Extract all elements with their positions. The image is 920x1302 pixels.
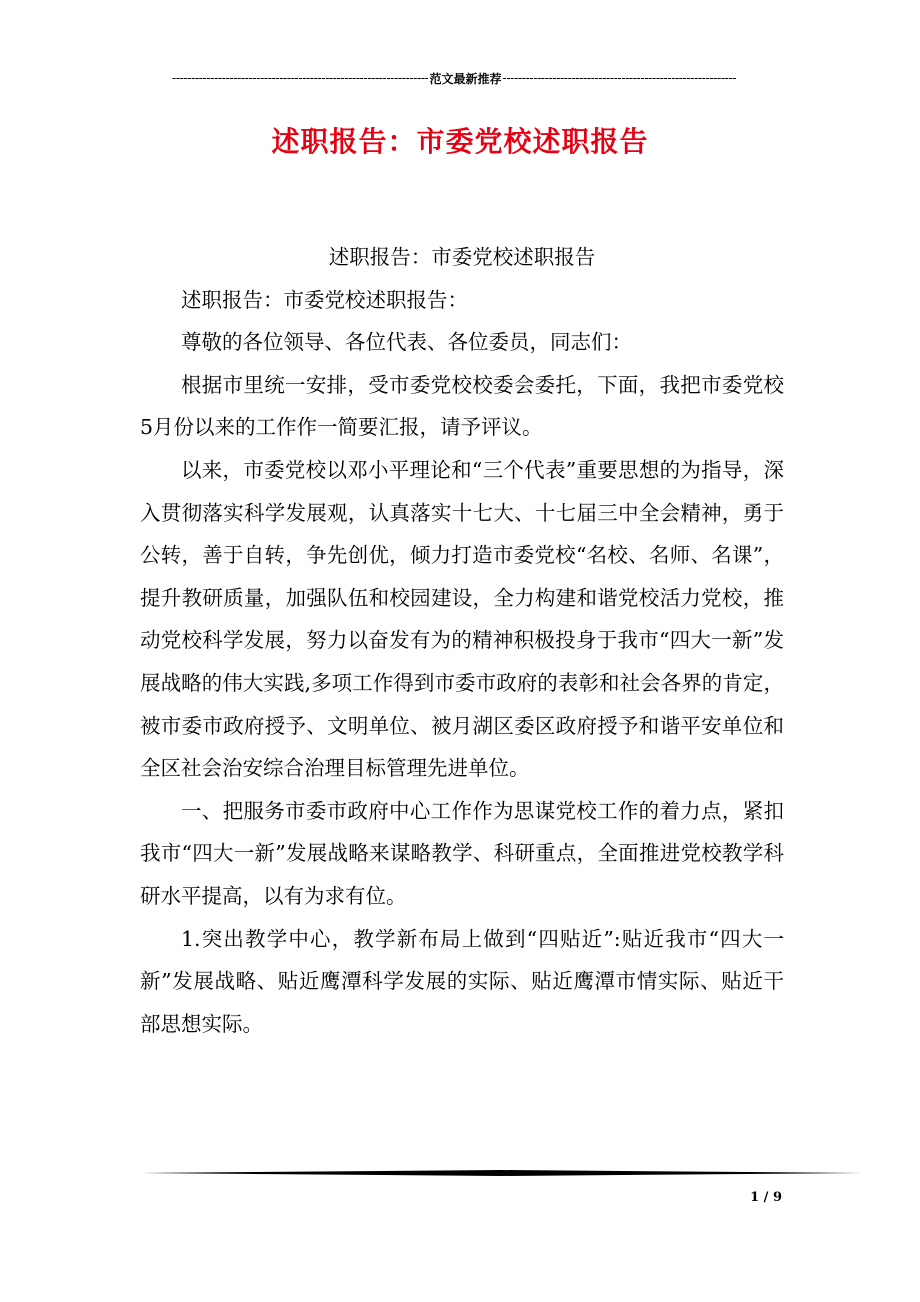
paragraph: 以来，市委党校以邓小平理论和“三个代表”重要思想的为指导，深入贯彻落实科学发展观，认真落实十七大、十七届三中全会精神，勇于公转，善于自转，争先创优，倾力打造市委党校“名校、名师、名课”，提升教研质量，加强队伍和校园建设，全力构建和谐党校活力党校，推动党校科学发展，努力以奋发有为的精神积极投身于我市“四大一新”发展战略的伟大实践,多项工作得到市委市政府的表彰和社会各界的肯定，被市委市政府授予、文明单位、被月湖区委区政府授予和谐平安单位和全区社会治安综合治理目标管理先进单位。 <box>140 457 784 781</box>
paragraph: 一、把服务市委市政府中心工作作为思谋党校工作的着力点，紧扣我市“四大一新”发展战略来谋略教学、科研重点，全面推进党校教学科研水平提高，以有为求有位。 <box>140 798 784 908</box>
header-dashes-left: ------------------------------------------------------------------- <box>171 71 429 85</box>
footer-rule <box>140 1170 862 1176</box>
header-dashes-right: ------------------------------------------------------------- <box>502 71 737 85</box>
paragraph: 1.突出教学中心，教学新布局上做到“四贴近”:贴近我市“四大一新”发展战略、贴近鹰潭科学发展的实际、贴近鹰潭市情实际、贴近干部思想实际。 <box>140 926 784 1036</box>
document-body <box>140 236 784 1045</box>
page-header <box>140 68 768 88</box>
header-label: 范文最新推荐 <box>429 71 502 86</box>
paragraph: 尊敬的各位领导、各位代表、各位委员，同志们： <box>181 330 632 355</box>
body-heading: 述职报告：市委党校述职报告 <box>328 245 596 269</box>
paragraph: 根据市里统一安排，受市委党校校委会委托，下面，我把市委党校5月份以来的工作作一简要汇报，请予评议。 <box>140 372 784 440</box>
paragraph: 述职报告：市委党校述职报告： <box>181 287 468 312</box>
document-title: 述职报告：市委党校述职报告 <box>271 125 649 158</box>
page-number: 1 / 9 <box>750 1190 782 1205</box>
